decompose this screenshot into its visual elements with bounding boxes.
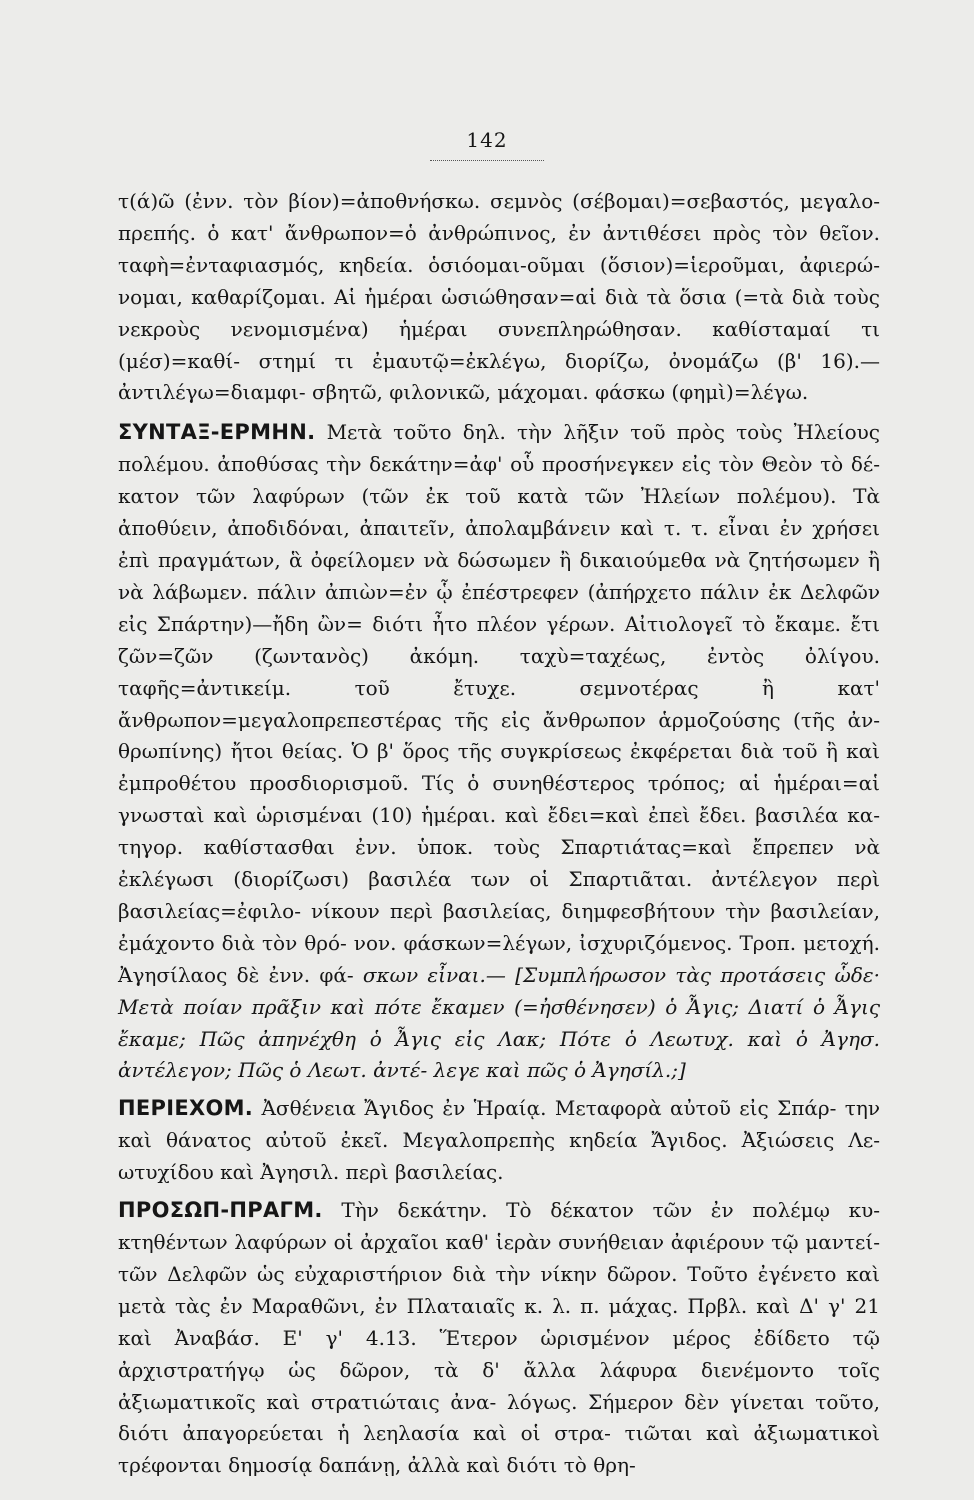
text-line: ωτυχίδου καὶ Ἀγησιλ. περὶ βασιλείας. <box>118 1160 504 1185</box>
section-heading-syntax: ΣΥΝΤΑΞ-ΕΡΜΗΝ. <box>118 420 316 445</box>
section-heading-contents: ΠΕΡΙΕΧΟΜ. <box>118 1096 254 1121</box>
text-line: την καὶ θάνατος αὐτοῦ ἐκεῖ. Μεγαλοπρεπὴς κηδεία Ἄγιδος. Ἀξιώσεις Λε- <box>118 1096 880 1153</box>
text-line: νίκουν περὶ βασιλείας, διημφεσβήτουν τὴν βασιλείαν, ἐμάχοντο διὰ τὸν θρό- <box>118 898 880 955</box>
text-line: πολέμου. ἀποθύσας τὴν δεκάτην=ἀφ' οὗ προσήνεγκεν εἰς τὸν Θεὸν τὸ δέ- <box>118 452 880 477</box>
text-line: ταχὺ=ταχέως, ἐντὸς ὀλίγου. ταφῆς=ἀντικείμ. τοῦ ἔτυχε. σεμνοτέρας ἢ <box>118 643 880 700</box>
text-line: πότε ἔκαμεν (=ἠσθένησεν) ὁ Ἆγις; Διατί ὁ Ἆγις ἔκαμε; Πῶς ἀπηνέχθη ὁ <box>118 994 881 1051</box>
text-body <box>118 186 880 1482</box>
page-number: 142 <box>466 128 508 152</box>
section-heading-persons: ΠΡΟΣΩΠ-ΠΡΑΓΜ. <box>118 1198 323 1223</box>
text-line: στημί τι ἐμαυτῷ=ἐκλέγω, διορίζω, ὀνομάζω (β' 16).—ἀντιλέγω=διαμφι- <box>118 348 880 405</box>
text-line: γνωσταὶ καὶ ὡρισμέναι (10) ἡμέραι. καὶ ἔδει=καὶ ἐπεὶ ἔδει. βασιλέα κα- <box>118 803 880 828</box>
text-line: ἀπιὼν=ἐν ᾧ ἐπέστρεφεν (ἀπήρχετο πάλιν ἐκ Δελφῶν εἰς Σπάρτην)—ἤδη ὢν= <box>118 579 880 636</box>
text-line: τηγορ. καθίστασθαι ἐνν. ὑποκ. τοὺς Σπαρτιάτας=καὶ ἔπρεπεν νὰ ἐκλέγωσι <box>118 835 880 892</box>
text-line: ἀποδιδόναι, ἀπαιτεῖν, ἀπολαμβάνειν καὶ τ. τ. εἶναι ἐν χρήσει ἐπὶ πραγμάτων, <box>118 516 881 572</box>
persons-things-paragraph <box>118 1195 880 1482</box>
text-line: σκων εἶναι.— [Συμπλήρωσον τὰς προτάσεις ὧδε· Μετὰ ποίαν πρᾶξιν καὶ <box>118 962 880 1019</box>
text-line: νεκροὺς νενομισμένα) ἡμέραι συνεπληρώθησαν. καθίσταμαί τι (μέσ)=καθί- <box>118 316 880 373</box>
contents-paragraph <box>118 1093 880 1189</box>
text-line: (διορίζωσι) βασιλέα των οἱ Σπαρτιᾶται. ἀντέλεγον περὶ βασιλείας=ἐφιλο- <box>118 867 880 923</box>
text-line: Τὴν δεκάτην. Τὸ δέκατον τῶν ἐν πολέμῳ κυ- <box>341 1198 881 1223</box>
text-line: τιῶται καὶ ἀξιωματικοὶ τρέφονται δημοσίᾳ δαπάνῃ, ἀλλὰ καὶ διότι τὸ θρη- <box>118 1421 881 1478</box>
vocabulary-paragraph <box>118 186 880 409</box>
syntax-interpretation-paragraph <box>118 417 880 1087</box>
text-line: κατ' ἄνθρωπον=μεγαλοπρεπεστέρας τῆς εἰς ἄνθρωπον ἁρμοζούσης (τῆς ἀν- <box>118 675 881 732</box>
text-line: ταφὴ=ἐνταφιασμός, κηδεία. ὁσιόομαι-οῦμαι (ὅσιον)=ἱεροῦμαι, ἀφιερώ- <box>118 252 880 277</box>
text-line: διότι ἦτο πλέον γέρων. Αἰτιολογεῖ τὸ ἔκαμε. ἔτι ζῶν=ζῶν (ζωντανὸς) ἀκόμη. <box>118 611 881 668</box>
text-line: κατον τῶν λαφύρων (τῶν ἐκ τοῦ κατὰ τῶν Ἠλείων πολέμου). Τὰ ἀποθύειν, <box>118 484 880 541</box>
text-line: θρωπίνης) ἤτοι θείας. Ὁ β' ὅρος τῆς συγκρίσεως ἐκφέρεται διὰ τοῦ ἢ καὶ <box>118 739 880 764</box>
text-line: ἐμπροθέτου προσδιορισμοῦ. Τίς ὁ συνηθέστερος τρόπος; αἱ ἡμέραι=αἱ <box>118 771 880 796</box>
text-line: λόγως. Σήμερον δὲν γίνεται τοῦτο, διότι ἀπαγορεύεται ἡ λεηλασία καὶ οἱ στρα- <box>118 1389 880 1446</box>
text-line: Μετὰ τοῦτο δηλ. τὴν λῆξιν τοῦ πρὸς τοὺς Ἠλείους <box>326 420 880 445</box>
text-line: ἃ ὀφείλομεν νὰ δώσωμεν ἢ δικαιούμεθα νὰ ζητήσωμεν ἢ νὰ λάβωμεν. πάλιν <box>118 547 881 604</box>
text-line: νομαι, καθαρίζομαι. Αἱ ἡμέραι ὡσιώθησαν=αἱ διὰ τὰ ὅσια (=τὰ διὰ τοὺς <box>118 284 880 309</box>
text-line: τὰς ἐν Μαραθῶνι, ἐν Πλαταιαῖς κ. λ. π. μάχας. Πρβλ. καὶ Δ' γ' 21 καὶ <box>118 1293 880 1350</box>
text-line: σβητῶ, φιλονικῶ, μάχομαι. φάσκω (φημὶ)=λέγω. <box>311 380 809 405</box>
text-line: τ(ά)ῶ (ἐνν. τὸν βίον)=ἀποθνήσκω. σεμνὸς (σέβομαι)=σεβαστός, μεγαλο- <box>118 189 880 213</box>
text-line: Ἀναβάσ. Ε' γ' 4.13. Ἕτερον ὡρισμένον μέρος ἐδίδετο τῷ ἀρχιστρατήγῳ ὡς <box>118 1325 880 1382</box>
text-line: Ἆγις εἰς Λακ; Πότε ὁ Λεωτυχ. καὶ ὁ Ἀγησ. ἀντέλεγον; Πῶς ὁ Λεωτ. ἀντέ- <box>118 1026 881 1083</box>
text-line: κτηθέντων λαφύρων οἱ ἀρχαῖοι καθ' ἱερὰν συνήθειαν ἀφιέρουν τῷ μαντεί- <box>118 1230 880 1254</box>
text-line: τῶν Δελφῶν ὡς εὐχαριστήριον διὰ τὴν νίκην δῶρον. Τοῦτο ἐγένετο καὶ μετὰ <box>118 1261 880 1318</box>
text-line: νον. φάσκων=λέγων, ἰσχυριζόμενος. Τροπ. μετοχή. Ἀγησίλαος δὲ ἐνν. φά- <box>118 930 880 987</box>
text-line: πρεπής. ὁ κατ' ἄνθρωπον=ὁ ἀνθρώπινος, ἐν ἀντιθέσει πρὸς τὸν θεῖον. <box>118 220 880 245</box>
text-line: Ἀσθένεια Ἄγιδος ἐν Ἡραίᾳ. Μεταφορὰ αὐτοῦ εἰς Σπάρ- <box>261 1096 837 1121</box>
text-line: λεγε καὶ πῶς ὁ Ἀγησίλ.;] <box>433 1058 686 1083</box>
page-number-divider <box>430 160 544 161</box>
text-line: δῶρον, τὰ δ' ἄλλα λάφυρα διενέμοντο τοῖς ἀξιωματικοῖς καὶ στρατιώταις ἀνα- <box>118 1357 880 1414</box>
